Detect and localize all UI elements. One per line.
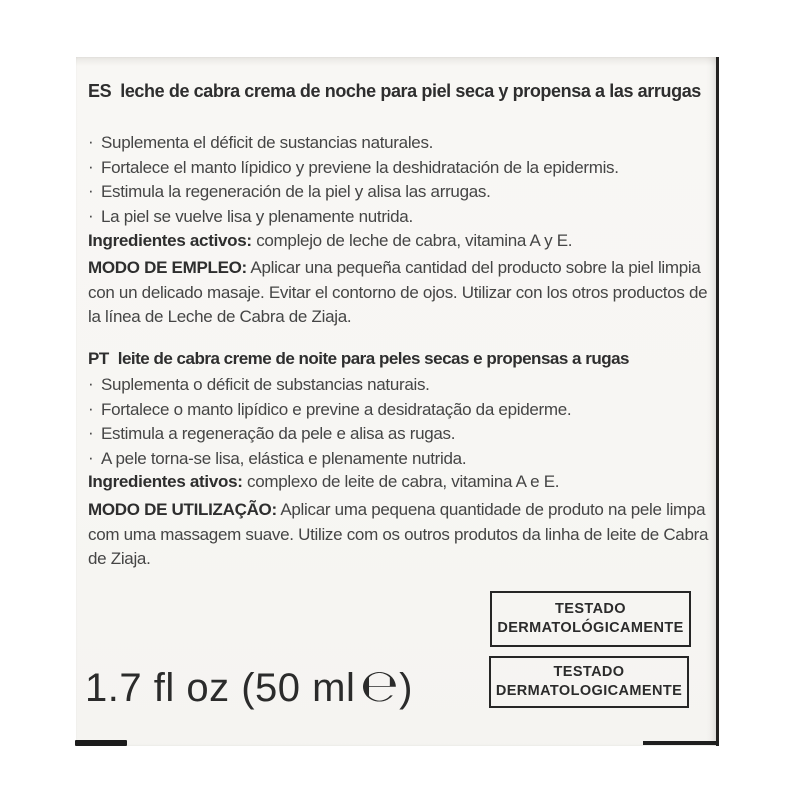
pt-ingredients-text: complexo de leite de cabra, vitamina A e E. bbox=[247, 472, 560, 491]
es-bullet-1: Suplementa el déficit de sustancias naturales. bbox=[101, 133, 434, 152]
volume-declaration bbox=[85, 659, 413, 712]
pt-benefit-list bbox=[88, 373, 571, 471]
pt-bullet-4: A pele torna-se lisa, elástica e plenamente nutrida. bbox=[101, 448, 467, 468]
es-bullet-3: Estimula la regeneración de la piel y alisa las arrugas. bbox=[101, 182, 491, 201]
volume-suffix: ) bbox=[399, 666, 413, 710]
bullet-icon: · bbox=[88, 181, 94, 200]
list-item bbox=[88, 156, 619, 181]
estimated-sign-icon: ℮ bbox=[360, 659, 400, 712]
es-usage-text: Aplicar una pequeña cantidad del producto sobre la piel limpia con un delicado masaje. Evitar el contorno de ojos. Utilizar con los otros productos de la línea de Leche de Cabra de Ziaja. bbox=[88, 258, 708, 326]
es-usage-label: MODO DE EMPLEO: bbox=[88, 258, 247, 277]
es-language-code: ES bbox=[88, 81, 112, 101]
pt-usage-paragraph bbox=[88, 498, 712, 572]
bullet-icon: · bbox=[88, 156, 94, 176]
pt-product-title: leite de cabra creme de noite para peles secas e propensas a rugas bbox=[117, 349, 629, 368]
bullet-icon: · bbox=[88, 398, 94, 418]
badge-line-2: DERMATOLOGICAMENTE bbox=[495, 683, 683, 699]
package-bottom-left-edge-mark bbox=[75, 740, 127, 746]
pt-bullet-1: Suplementa o déficit de substancias naturais. bbox=[101, 375, 430, 394]
dermatologically-tested-badge-es bbox=[490, 591, 691, 647]
list-item bbox=[88, 447, 571, 472]
pt-bullet-3: Estimula a regeneração da pele e alisa as rugas. bbox=[101, 424, 456, 443]
badge-line-2: DERMATOLÓGICAMENTE bbox=[497, 620, 684, 636]
es-bullet-2: Fortalece el manto lípidico y previene la deshidratación de la epidermis. bbox=[101, 157, 619, 177]
pt-language-code: PT bbox=[88, 349, 109, 368]
pt-usage-text: Aplicar uma pequena quantidade de produto na pele limpa com uma massagem suave. Utilize com os outros produtos da linha de leite de Cabra de Ziaja. bbox=[88, 500, 709, 568]
pt-bullet-2: Fortalece o manto lipídico e previne a desidratação da epiderme. bbox=[101, 399, 572, 419]
es-section-title bbox=[88, 78, 724, 105]
es-bullet-4: La piel se vuelve lisa y plenamente nutrida. bbox=[101, 206, 413, 226]
dermatologically-tested-badge-pt bbox=[489, 656, 689, 708]
bullet-icon: · bbox=[88, 132, 94, 151]
pt-ingredients-line bbox=[88, 470, 712, 495]
volume-text: 1.7 fl oz (50 ml bbox=[85, 666, 356, 710]
es-ingredients-line bbox=[88, 229, 712, 254]
badge-line-1: TESTADO bbox=[553, 664, 625, 680]
es-usage-paragraph bbox=[88, 256, 712, 330]
bullet-icon: · bbox=[88, 423, 94, 442]
list-item bbox=[88, 398, 571, 423]
bullet-icon: · bbox=[88, 447, 94, 467]
bullet-icon: · bbox=[88, 205, 94, 225]
list-item bbox=[88, 205, 619, 230]
list-item bbox=[88, 422, 571, 447]
package-bottom-right-edge-mark bbox=[643, 741, 719, 745]
pt-usage-label: MODO DE UTILIZAÇÃO: bbox=[88, 500, 277, 519]
es-ingredients-label: Ingredientes activos: bbox=[88, 231, 252, 250]
pt-ingredients-label: Ingredientes ativos: bbox=[88, 472, 243, 491]
badge-line-1: TESTADO bbox=[554, 601, 626, 617]
es-product-title: leche de cabra crema de noche para piel seca y propensa a las arrugas bbox=[120, 81, 701, 101]
list-item bbox=[88, 373, 571, 398]
es-benefit-list bbox=[88, 131, 619, 229]
list-item bbox=[88, 180, 619, 205]
list-item bbox=[88, 131, 619, 156]
pt-section-title bbox=[88, 346, 724, 373]
package-right-edge bbox=[716, 57, 719, 746]
bullet-icon: · bbox=[88, 374, 94, 393]
es-ingredients-text: complejo de leche de cabra, vitamina A y E. bbox=[256, 231, 573, 250]
